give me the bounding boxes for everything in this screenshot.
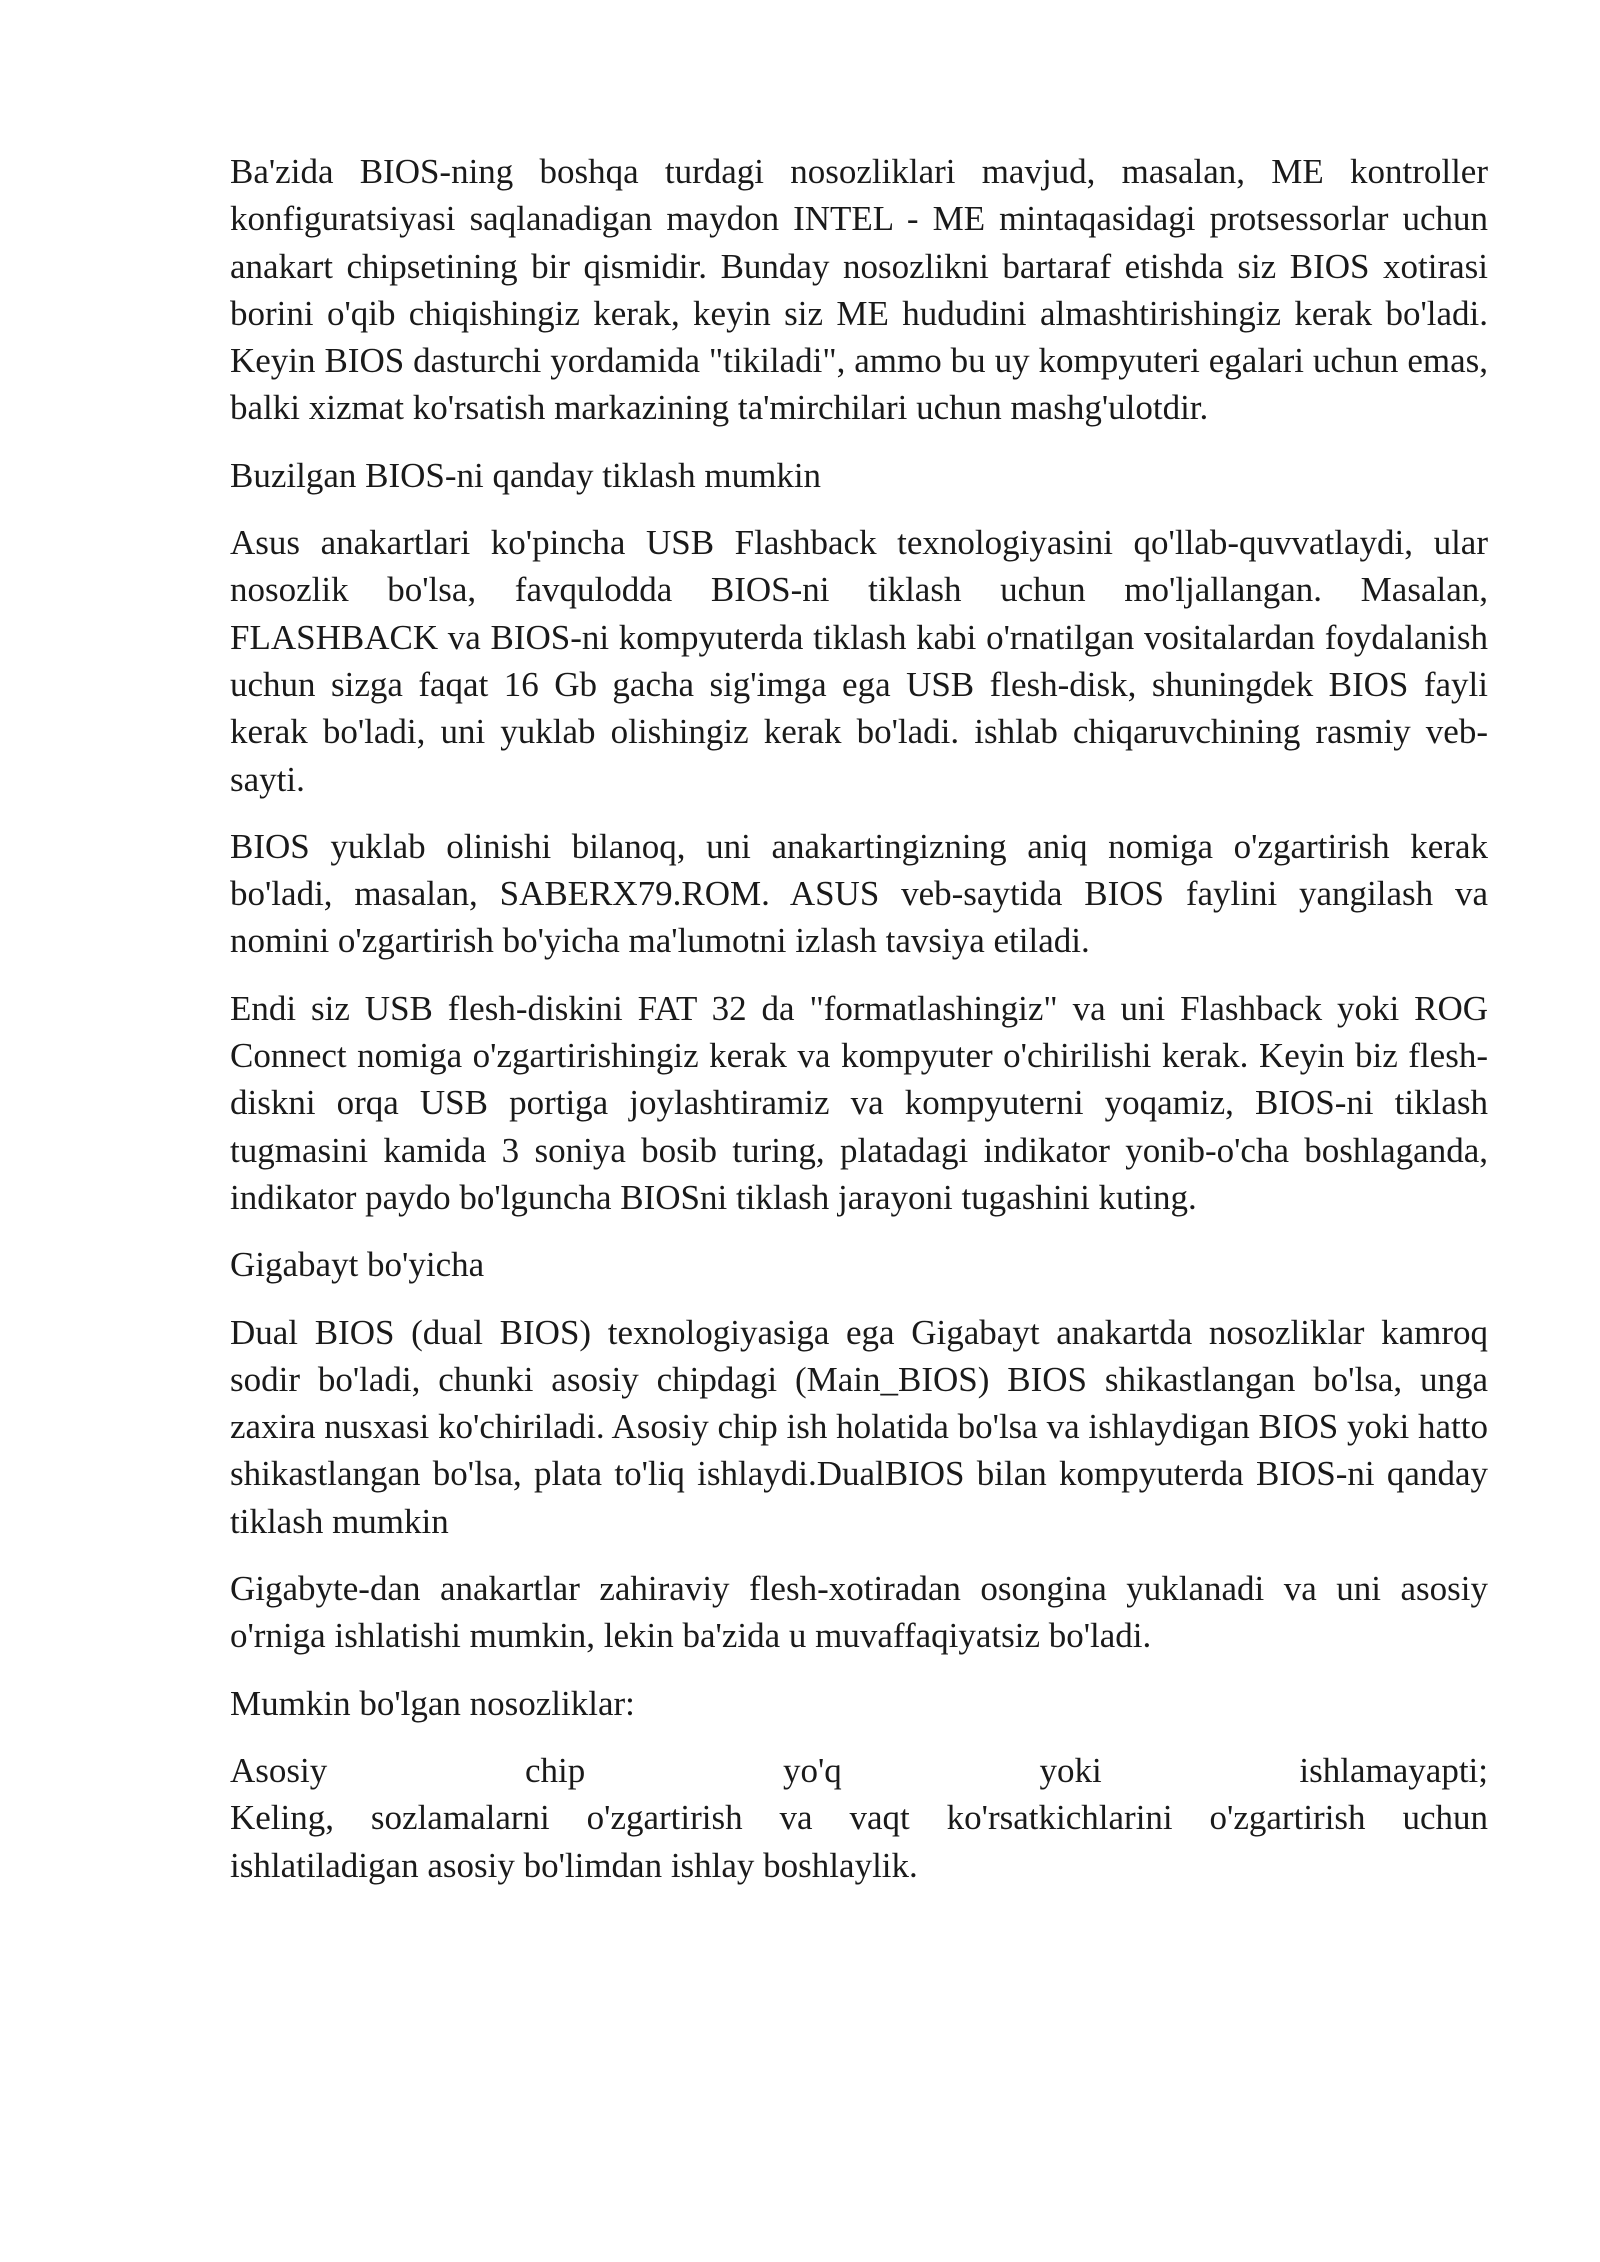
paragraph-gigabyte-backup: Gigabyte-dan anakartlar zahiraviy flesh-xotiradan osongina yuklanadi va uni asosiy o'rniga ishlatishi mumkin, lekin ba'zida u muvaffaqiyatsiz bo'ladi. bbox=[230, 1569, 1488, 1656]
heading-possible-faults: Mumkin bo'lgan nosozliklar: bbox=[230, 1683, 635, 1723]
fault-line-main-chip: Asosiy chip yo'q yoki ishlamayapti; bbox=[230, 1750, 1488, 1790]
paragraph-me-region: Ba'zida BIOS-ning boshqa turdagi nosozliklari mavjud, masalan, ME kontroller konfiguratsiyasi saqlanadigan maydon INTEL - ME mintaqasidagi protsessorlar uchun anakart chipsetining bir qismidir. Bunday nosozlikni bartaraf etishda siz BIOS xotirasi borini o'qib chiqishingiz kerak, keyin siz ME hududini almashtirishingiz kerak bo'ladi. Keyin BIOS dasturchi yordamida "tikiladi", ammo bu uy kompyuteri egalari uchun emas, balki xizmat ko'rsatish markazining ta'mirchilari uchun mashg'ulotdir. bbox=[230, 152, 1488, 428]
paragraph-asus-flashback: Asus anakartlari ko'pincha USB Flashback texnologiyasini qo'llab-quvvatlaydi, ular nosozlik bo'lsa, favqulodda BIOS-ni tiklash uchun mo'ljallangan. Masalan, FLASHBACK va BIOS-ni kompyuterda tiklash kabi o'rnatilgan vositalardan foydalanish uchun sizga faqat 16 Gb gacha sig'imga ega USB flesh-disk, shuningdek BIOS fayli kerak bo'ladi, uni yuklab olishingiz kerak bo'ladi. ishlab chiqaruvchining rasmiy veb-sayti. bbox=[230, 523, 1488, 799]
paragraph-rename-bios: BIOS yuklab olinishi bilanoq, uni anakartingizning aniq nomiga o'zgartirish kerak bo'ladi, masalan, SABERX79.ROM. ASUS veb-saytida BIOS faylini yangilash va nomini o'zgartirish bo'yicha ma'lumotni izlash tavsiya etiladi. bbox=[230, 826, 1488, 961]
heading-gigabyte: Gigabayt bo'yicha bbox=[230, 1245, 485, 1285]
heading-restore-bios: Buzilgan BIOS-ni qanday tiklash mumkin bbox=[230, 455, 822, 495]
document-body bbox=[230, 148, 1488, 1909]
paragraph-fault-list bbox=[230, 1747, 1488, 1889]
paragraph-dual-bios: Dual BIOS (dual BIOS) texnologiyasiga ega Gigabayt anakartda nosozliklar kamroq sodir bo'ladi, chunki asosiy chipdagi (Main_BIOS) BIOS shikastlangan bo'lsa, unga zaxira nusxasi ko'chiriladi. Asosiy chip ish holatida bo'lsa va ishlaydigan BIOS yoki hatto shikastlangan bo'lsa, plata to'liq ishlaydi.DualBIOS bilan kompyuterda BIOS-ni qanday tiklash mumkin bbox=[230, 1312, 1488, 1541]
fault-line-settings: Keling, sozlamalarni o'zgartirish va vaqt ko'rsatkichlarini o'zgartirish uchun ishlatiladigan asosiy bo'limdan ishlay boshlaylik. bbox=[230, 1798, 1488, 1885]
paragraph-usb-format: Endi siz USB flesh-diskini FAT 32 da "formatlashingiz" va uni Flashback yoki ROG Connect nomiga o'zgartirishingiz kerak va kompyuter o'chirilishi kerak. Keyin biz flesh-diskni orqa USB portiga joylashtiramiz va kompyuterni yoqamiz, BIOS-ni tiklash tugmasini kamida 3 soniya bosib turing, platadagi indikator yonib-o'cha boshlaganda, indikator paydo bo'lguncha BIOSni tiklash jarayoni tugashini kuting. bbox=[230, 988, 1488, 1217]
